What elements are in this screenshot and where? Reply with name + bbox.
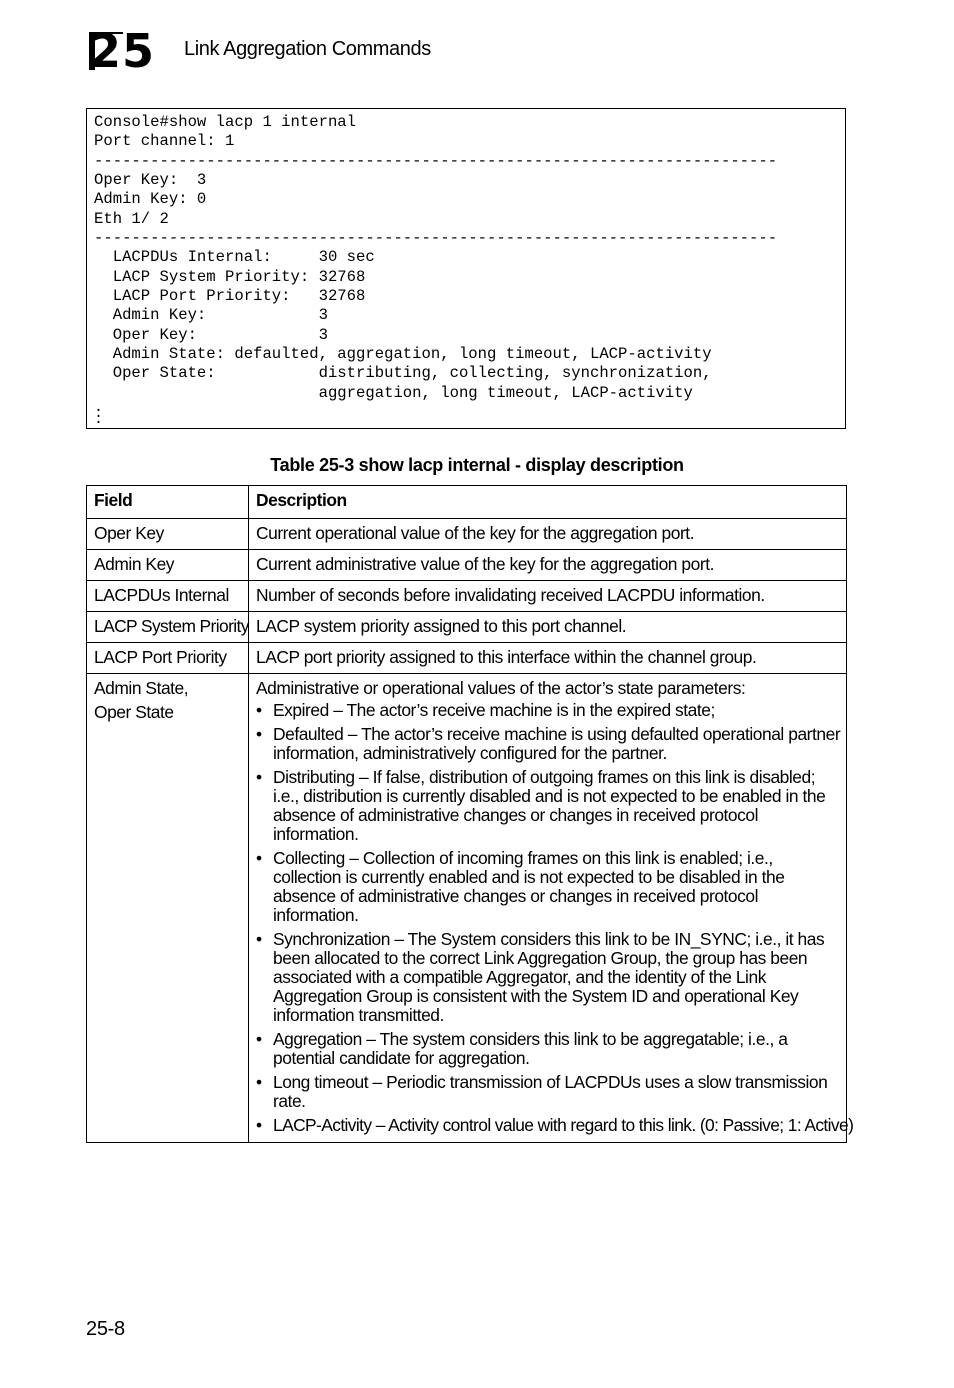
bullet-text: Collecting – Collection of incoming frames on this link is enabled; i.e., collection is currently enabled and is not expected to be disabled in the absence of administrative changes or changes in received protocol information. bbox=[273, 848, 785, 925]
state-bullet-list bbox=[256, 700, 854, 1135]
bullet-text: Defaulted – The actor’s receive machine is using defaulted operational partner information, administratively configured for the partner. bbox=[273, 724, 841, 763]
bullet-symbol: • bbox=[256, 929, 262, 949]
bullet-symbol: • bbox=[256, 848, 262, 868]
table-row-state bbox=[87, 674, 847, 1143]
field-cell: LACP System Priority bbox=[87, 612, 249, 643]
bullet-text: Distributing – If false, distribution of outgoing frames on this link is disabled; i.e., distribution is currently disabled and is not expected to be enabled in the absence of administrative changes or changes in received protocol information. bbox=[273, 767, 826, 844]
field-cell: Oper Key bbox=[87, 519, 249, 550]
console-line: ------------------------------------------------------------------------- bbox=[94, 229, 778, 248]
bullet-text: Expired – The actor’s receive machine is in the expired state; bbox=[273, 700, 715, 720]
console-line: aggregation, long timeout, LACP-activity bbox=[94, 383, 693, 402]
header-field: Field bbox=[87, 486, 249, 519]
description-cell: Number of seconds before invalidating received LACPDU information. bbox=[249, 581, 847, 612]
bullet-symbol: • bbox=[256, 767, 262, 787]
list-item bbox=[256, 1073, 842, 1111]
chapter-number: 25 bbox=[89, 24, 156, 78]
table-row bbox=[87, 519, 847, 550]
field-cell: LACPDUs Internal bbox=[87, 581, 249, 612]
bullet-symbol: • bbox=[256, 1072, 262, 1092]
console-line: Port channel: 1 bbox=[94, 132, 235, 151]
console-line: LACP System Priority: 32768 bbox=[94, 267, 366, 286]
console-line: Oper Key: 3 bbox=[94, 171, 207, 190]
console-line: ------------------------------------------------------------------------- bbox=[94, 151, 778, 170]
console-line: Eth 1/ 2 bbox=[94, 209, 169, 228]
bullet-text: LACP-Activity – Activity control value with regard to this link. (0: Passive; 1: Active) bbox=[273, 1115, 854, 1135]
state-intro: Administrative or operational values of the actor’s state parameters: bbox=[256, 678, 746, 698]
bullet-symbol: • bbox=[256, 724, 262, 744]
console-line: Admin Key: 3 bbox=[94, 306, 328, 325]
bullet-text: Synchronization – The System considers this link to be IN_SYNC; i.e., it has been allocated to the correct Link Aggregation Group, the group has been associated with a compatible Aggregator, and the identity of the Link Aggregation Group is consistent with the System ID and operational Key information transmitted. bbox=[273, 929, 825, 1025]
list-item bbox=[256, 701, 842, 720]
bullet-text: Aggregation – The system considers this link to be aggregatable; i.e., a potential candidate for aggregation. bbox=[273, 1029, 788, 1068]
bullet-text: Long timeout – Periodic transmission of LACPDUs uses a slow transmission rate. bbox=[273, 1072, 828, 1111]
chapter-title: Link Aggregation Commands bbox=[184, 38, 431, 60]
bullet-symbol: • bbox=[256, 1029, 262, 1049]
field-cell: LACP Port Priority bbox=[87, 643, 249, 674]
table-row bbox=[87, 612, 847, 643]
console-line: Admin State: defaulted, aggregation, long timeout, LACP-activity bbox=[94, 345, 712, 364]
table-row bbox=[87, 550, 847, 581]
description-cell bbox=[249, 674, 854, 1143]
description-cell: Current operational value of the key for the aggregation port. bbox=[249, 519, 847, 550]
list-item bbox=[256, 768, 842, 844]
list-item bbox=[256, 930, 842, 1025]
header-description: Description bbox=[249, 486, 847, 519]
bullet-symbol: • bbox=[256, 1115, 262, 1135]
console-line: LACPDUs Internal: 30 sec bbox=[94, 248, 375, 267]
console-ellipsis: . . . bbox=[94, 399, 104, 429]
console-output-box bbox=[86, 108, 846, 429]
description-cell: Current administrative value of the key for the aggregation port. bbox=[249, 550, 847, 581]
console-line: Oper State: distributing, collecting, synchronization, bbox=[94, 364, 712, 383]
console-line: Admin Key: 0 bbox=[94, 190, 207, 209]
bullet-symbol: • bbox=[256, 700, 262, 720]
description-cell: LACP system priority assigned to this port channel. bbox=[249, 612, 847, 643]
table-row bbox=[87, 581, 847, 612]
list-item bbox=[256, 1030, 842, 1068]
field-admin-state: Admin State, bbox=[94, 678, 189, 698]
console-line: Console#show lacp 1 internal bbox=[94, 113, 357, 131]
page-number: 25-8 bbox=[86, 1318, 125, 1340]
console-line: Oper Key: 3 bbox=[94, 325, 328, 344]
table-header-row bbox=[87, 486, 847, 519]
description-cell: LACP port priority assigned to this interface within the channel group. bbox=[249, 643, 847, 674]
list-item bbox=[256, 725, 842, 763]
description-table bbox=[86, 485, 854, 1143]
console-line: LACP Port Priority: 32768 bbox=[94, 287, 366, 306]
list-item bbox=[256, 849, 842, 925]
table-row bbox=[87, 643, 847, 674]
list-item bbox=[256, 1115, 854, 1135]
field-cell: Admin Key bbox=[87, 550, 249, 581]
field-cell bbox=[87, 674, 249, 1143]
table-caption: Table 25-3 show lacp internal - display description bbox=[270, 455, 684, 475]
field-oper-state: Oper State bbox=[94, 702, 174, 722]
